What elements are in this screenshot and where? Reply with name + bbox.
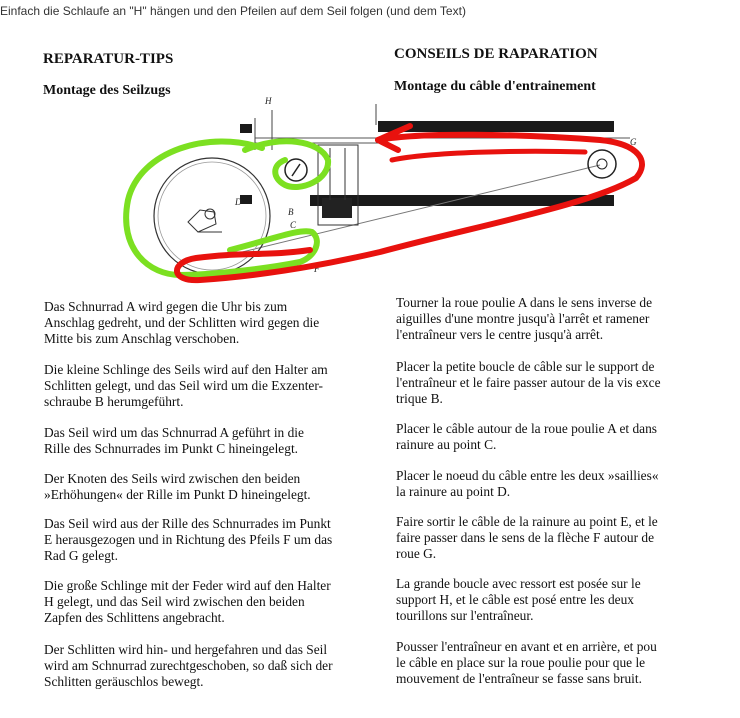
left-paragraph-5 bbox=[44, 516, 394, 565]
left-subtitle: Montage des Seilzugs bbox=[43, 83, 171, 98]
text-line: Die kleine Schlinge des Seils wird auf den Halter am bbox=[44, 362, 328, 377]
text-line: Schlitten gelegt, und das Seil wird um die Exzenter- bbox=[44, 378, 324, 394]
text-line: »Erhöhungen« der Rille im Punkt D hineingelegt. bbox=[44, 487, 311, 503]
text-line: Placer le noeud du câble entre les deux »saillies« bbox=[396, 468, 659, 483]
label-h: H bbox=[265, 96, 272, 106]
wheel-g bbox=[588, 150, 616, 178]
text-line: La grande boucle avec ressort est posée sur le bbox=[396, 576, 641, 591]
right-paragraph-6 bbox=[396, 576, 704, 625]
text-line: Placer la petite boucle de câble sur le support de bbox=[396, 359, 655, 374]
text-line: rainure au point C. bbox=[396, 437, 497, 453]
label-f: F bbox=[314, 264, 320, 274]
right-paragraph-1 bbox=[396, 295, 704, 344]
label-b: B bbox=[288, 207, 294, 217]
right-paragraph-3 bbox=[396, 421, 704, 453]
right-title: CONSEILS DE RAPARATION bbox=[394, 46, 598, 62]
text-line: la rainure au point D. bbox=[396, 484, 511, 500]
left-paragraph-4 bbox=[44, 471, 394, 503]
image-caption: Einfach die Schlaufe an "H" hängen und den Pfeilen auf dem Seil folgen (und dem Text) bbox=[0, 4, 466, 18]
text-line: roue G. bbox=[396, 546, 437, 562]
right-paragraph-5 bbox=[396, 514, 704, 563]
text-line: Placer le câble autour de la roue poulie A et dans bbox=[396, 421, 658, 436]
text-line: Das Seil wird aus der Rille des Schnurrades im Punkt bbox=[44, 516, 331, 531]
text-line: Anschlag gedreht, und der Schlitten wird gegen die bbox=[44, 315, 320, 331]
right-subtitle: Montage du câble d'entrainement bbox=[394, 79, 596, 94]
upper-rail bbox=[378, 121, 614, 132]
left-title: REPARATUR-TIPS bbox=[43, 51, 174, 67]
left-paragraph-7 bbox=[44, 642, 394, 691]
text-line: faire passer dans le sens de la flèche F autour de bbox=[396, 530, 655, 546]
text-line: Der Schlitten wird hin- und hergefahren und das Seil bbox=[44, 642, 328, 657]
text-line: Das Schnurrad A wird gegen die Uhr bis zum bbox=[44, 299, 288, 314]
text-line: Schlitten geräuschlos bewegt. bbox=[44, 674, 204, 690]
text-line: Rad G gelegt. bbox=[44, 548, 119, 564]
left-paragraph-2 bbox=[44, 362, 394, 411]
text-line: Das Seil wird um das Schnurrad A geführt in die bbox=[44, 425, 304, 440]
right-paragraph-7 bbox=[396, 639, 704, 688]
text-line: Rille des Schnurrades im Punkt C hineingelegt. bbox=[44, 441, 299, 457]
text-line: l'entraîneur et le faire passer autour de la vis exce bbox=[396, 375, 661, 391]
text-line: E herausgezogen und in Richtung des Pfeils F um das bbox=[44, 532, 333, 548]
left-paragraph-1 bbox=[44, 299, 394, 348]
text-line: Die große Schlinge mit der Feder wird auf den Halter bbox=[44, 578, 331, 593]
text-line: support H, et le câble est posé entre les deux bbox=[396, 592, 634, 608]
text-line: Tourner la roue poulie A dans le sens inverse de bbox=[396, 295, 653, 310]
text-line: wird am Schnurrad zurechtgeschoben, so daß sich der bbox=[44, 658, 333, 674]
text-line: tourillons sur l'entraîneur. bbox=[396, 608, 534, 624]
text-line: trique B. bbox=[396, 391, 443, 407]
text-line: H gelegt, und das Seil wird zwischen den beiden bbox=[44, 594, 305, 610]
label-c: C bbox=[290, 220, 297, 230]
text-line: Mitte bis zum Anschlag verschoben. bbox=[44, 331, 240, 347]
text-line: Pousser l'entraîneur en avant et en arrière, et pou bbox=[396, 639, 657, 654]
text-line: Der Knoten des Seils wird zwischen den beiden bbox=[44, 471, 301, 486]
text-line: le câble en place sur la roue poulie pour que le bbox=[396, 655, 646, 671]
cable-diagram bbox=[0, 0, 740, 300]
right-paragraph-4 bbox=[396, 468, 704, 500]
text-line: mouvement de l'entraîneur se fasse sans bruit. bbox=[396, 671, 642, 687]
text-line: schraube B herumgeführt. bbox=[44, 394, 184, 410]
text-line: Faire sortir le câble de la rainure au point E, et le bbox=[396, 514, 658, 529]
label-d: D bbox=[235, 197, 242, 207]
left-paragraph-3 bbox=[44, 425, 394, 457]
right-paragraph-2 bbox=[396, 359, 704, 408]
text-line: l'entraîneur vers le centre jusqu'à arrêt. bbox=[396, 327, 604, 343]
text-line: aiguilles d'une montre jusqu'à l'arrêt et ramener bbox=[396, 311, 650, 327]
left-paragraph-6 bbox=[44, 578, 394, 627]
label-g: G bbox=[630, 137, 637, 147]
text-line: Zapfen des Schlittens angebracht. bbox=[44, 610, 225, 626]
